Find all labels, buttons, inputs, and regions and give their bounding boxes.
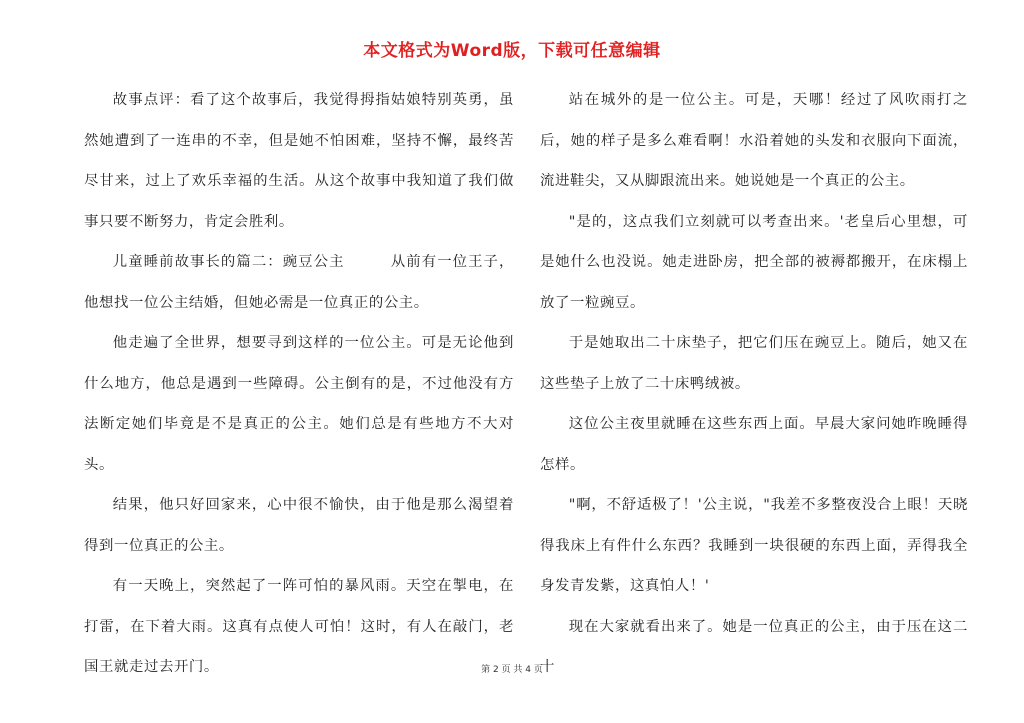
paragraph-princess-at-gate: 站在城外的是一位公主。可是，天哪！经过了风吹雨打之后，她的样子是多么难看啊！水沿着她的头发和衣服向下面流，流进鞋尖，又从脚跟流出来。她说她是一个真正的公主。 <box>540 92 968 189</box>
paragraph-story-review: 故事点评：看了这个故事后，我觉得拇指姑娘特别英勇，虽然她遭到了一连串的不幸，但是她不怕困难，坚持不懈，最终苦尽甘来，过上了欢乐幸福的生活。从这个故事中我知道了我们做事只要不断努力，肯定会胜利。 <box>84 92 514 230</box>
left-text-column <box>84 80 514 688</box>
paragraph-true-princess: 现在大家就看出来了。她是一位真正的公主，由于压在这二十 <box>540 618 968 675</box>
paragraph-queen-test: "是的，这点我们立刻就可以考查出来。'老皇后心里想，可是她什么也没说。她走进卧房，把全部的被褥都搬开，在床榻上放了一粒豌豆。 <box>540 213 968 311</box>
right-text-column <box>540 80 968 688</box>
paragraph-prince-return: 结果，他只好回家来，心中很不愉快，由于他是那么渴望着得到一位真正的公主。 <box>84 497 514 554</box>
document-header-title: 本文格式为Word版，下载可任意编辑 <box>363 41 661 61</box>
paragraph-storm-night: 有一天晚上，突然起了一阵可怕的暴风雨。天空在掣电，在打雷，在下着大雨。这真有点使人可怕！这时，有人在敲门，老国王就走过去开门。 <box>84 578 514 675</box>
paragraph-princess-complaint: "啊，不舒适极了！'公主说，"我差不多整夜没合上眼！天晓得我床上有件什么东西？我睡到一块很硬的东西上面，弄得我全身发青发紫，这真怕人！' <box>540 497 968 594</box>
paragraph-night-sleep: 这位公主夜里就睡在这些东西上面。早晨大家问她昨晚睡得怎样。 <box>540 416 968 473</box>
paragraph-prince-search: 他走遍了全世界，想要寻到这样的一位公主。可是无论他到什么地方，他总是遇到一些障碍。公主倒有的是，不过他没有方法断定她们毕竟是不是真正的公主。她们总是有些地方不大对头。 <box>84 335 514 473</box>
page-number-footer: 第 2 页 共 4 页 <box>481 665 543 675</box>
paragraph-mattresses: 于是她取出二十床垫子，把它们压在豌豆上。随后，她又在这些垫子上放了二十床鸭绒被。 <box>540 335 968 392</box>
paragraph-chapter-two-intro: 儿童睡前故事长的篇二：豌豆公主 从前有一位王子，他想找一位公主结婚，但她必需是一位真正的公主。 <box>84 254 514 311</box>
